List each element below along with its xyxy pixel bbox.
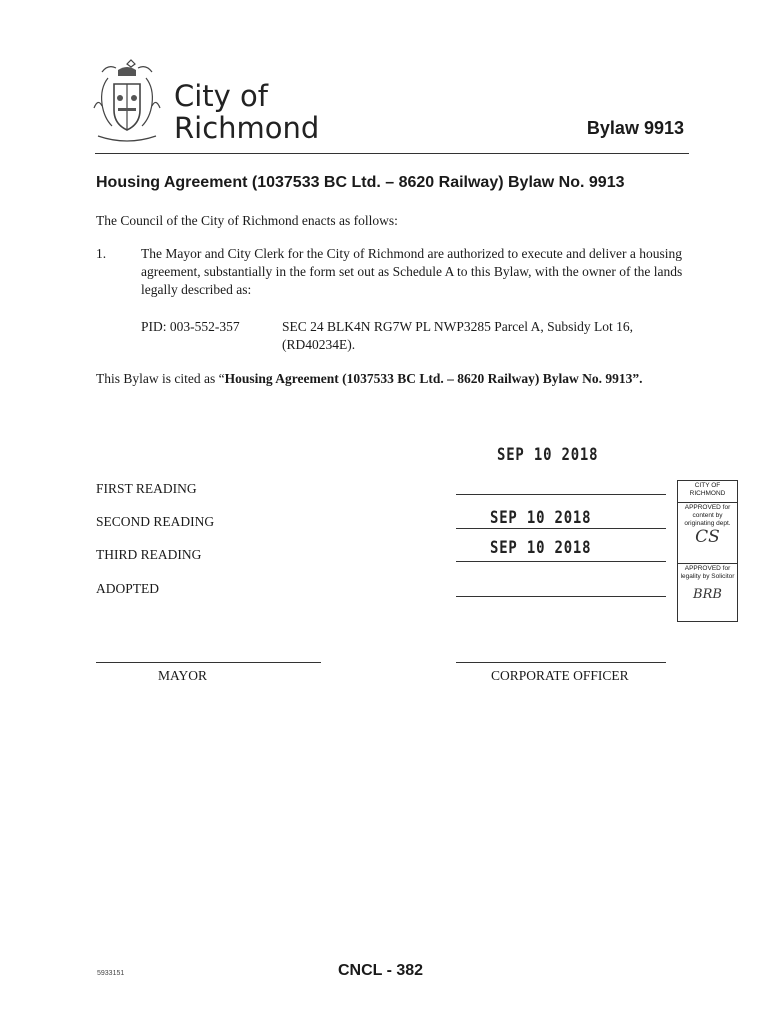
header-rule [95,153,689,154]
city-name-line2: Richmond [174,111,320,145]
city-name-line1: City of [174,79,269,113]
document-title: Housing Agreement (1037533 BC Ltd. – 8620 Railway) Bylaw No. 9913 [96,174,625,191]
city-name [174,80,319,144]
content-approval-text: APPROVED for content by originating dept. [684,504,731,527]
legal-description: SEC 24 BLK4N RG7W PL NWP3285 Parcel A, Subsidy Lot 16, (RD40234E). [282,319,634,352]
third-reading-label: THIRD READING [96,547,202,562]
mayor-label: MAYOR [158,668,208,683]
enactment-clause: The Council of the City of Richmond enacts as follows: [96,213,398,228]
legal-approval-text: APPROVED for legality by Solicitor [680,565,735,580]
content-approval-cell [678,503,737,564]
citation-prefix: This Bylaw is cited as “ [96,371,225,386]
page-number: CNCL - 382 [338,962,424,979]
first-reading-date-stamp: SEP 10 2018 [497,445,599,465]
citation-clause [96,370,686,388]
mayor-signature-line [96,662,321,663]
pid-number: PID: 003-552-357 [141,319,240,334]
citation-bold: Housing Agreement (1037533 BC Ltd. – 8620 Railway) Bylaw No. 9913 [224,371,633,386]
section-text: The Mayor and City Clerk for the City of Richmond are authorized to execute and deliver a housing agreement, substantially in the form set out as Schedule A to this Bylaw, with the owner of the lands legally described as: [141,246,683,297]
first-reading-label: FIRST READING [96,481,197,496]
adopted-line [456,596,666,597]
legal-approval-cell [678,564,737,604]
second-reading-date-stamp: SEP 10 2018 [490,508,592,528]
corporate-officer-label: CORPORATE OFFICER [491,668,629,683]
legal-approval-initials: BRB [693,587,722,602]
content-approval-initials: CS [695,527,720,547]
citation-suffix: ”. [632,371,643,386]
officer-signature-line [456,662,666,663]
third-reading-date-stamp: SEP 10 2018 [490,538,592,558]
city-crest-logo [88,58,166,150]
document-number: 5933151 [97,970,125,977]
approval-box [677,480,738,622]
approval-box-header: CITY OF RICHMOND [678,481,737,503]
adopted-label: ADOPTED [96,581,159,596]
second-reading-line [456,528,666,529]
third-reading-line [456,561,666,562]
bylaw-number-tag: Bylaw 9913 [586,118,684,138]
section-number: 1. [96,246,107,261]
second-reading-label: SECOND READING [96,514,215,529]
first-reading-line [456,494,666,495]
